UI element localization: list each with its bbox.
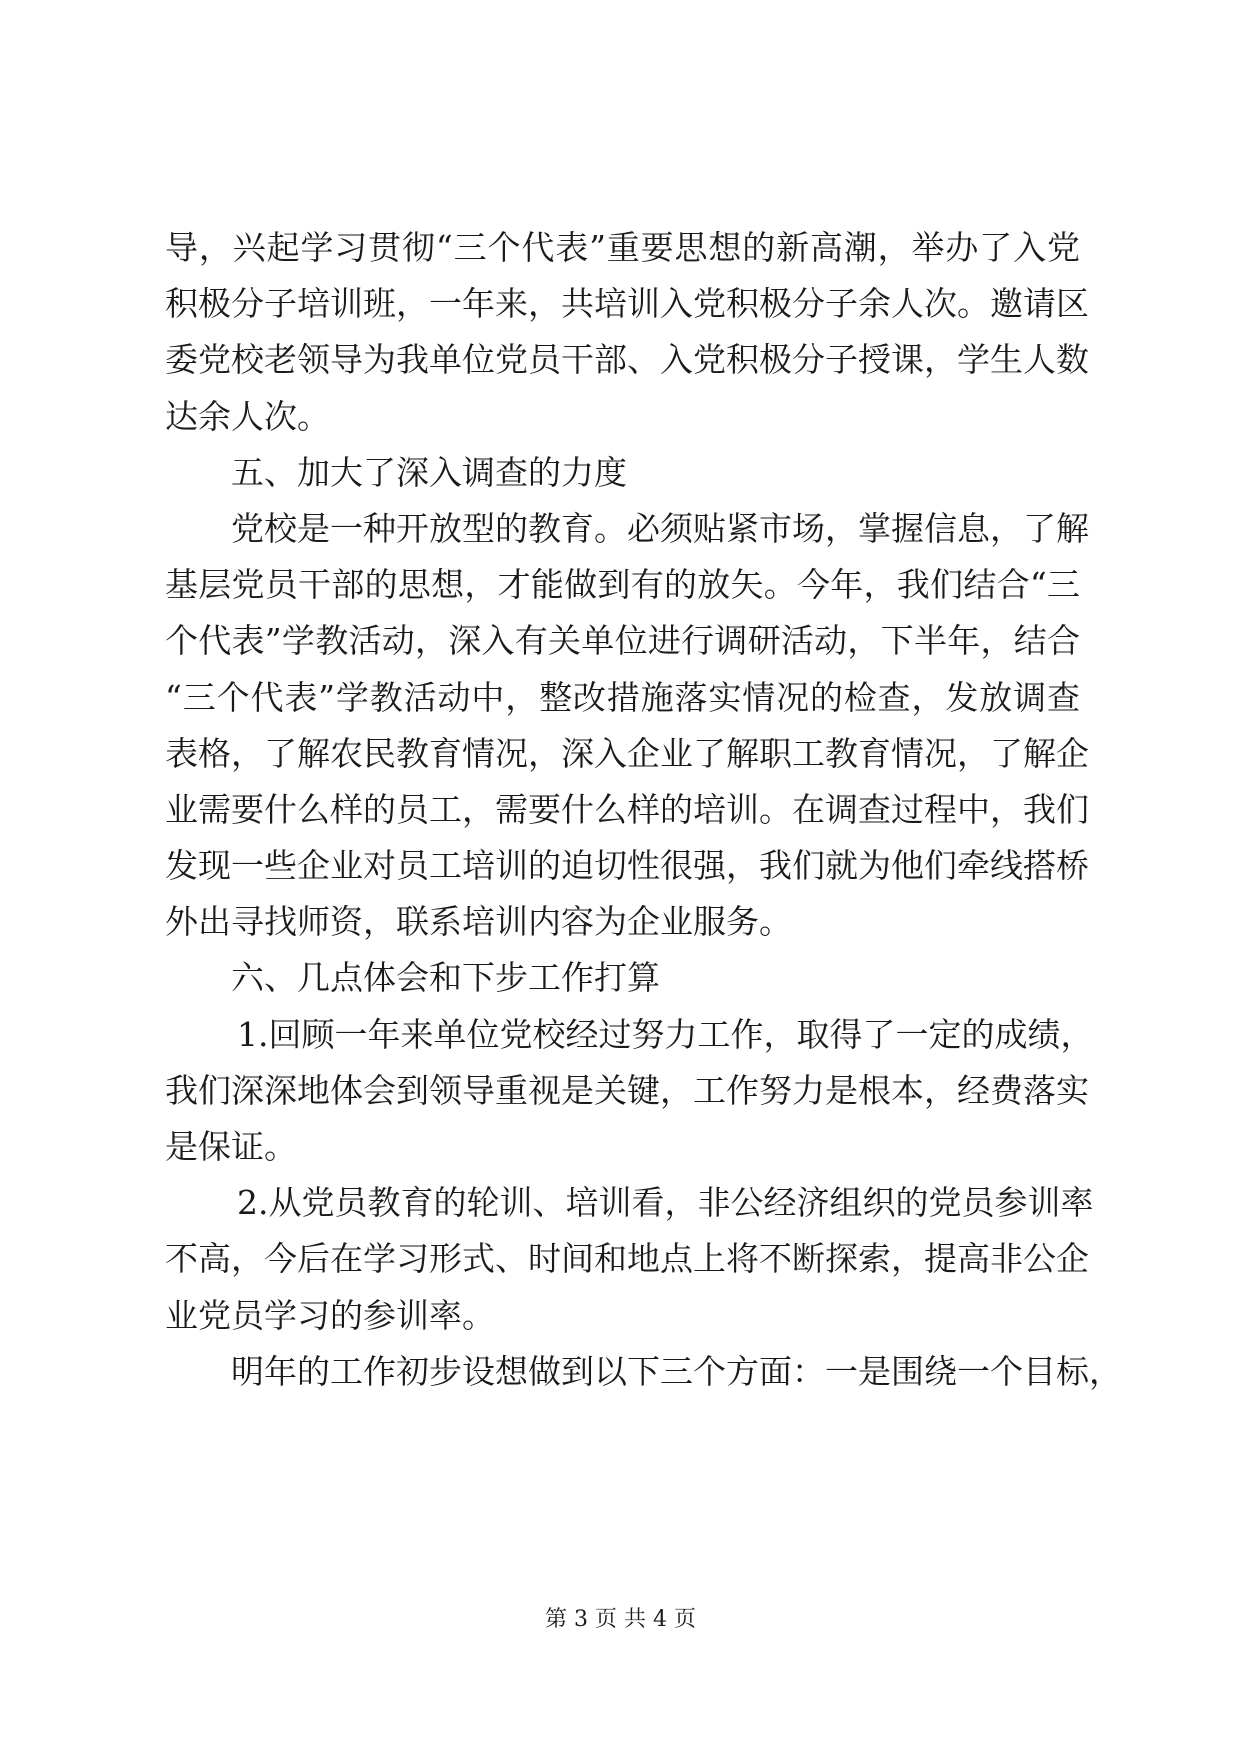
paragraph-line: 表格，了解农民教育情况，深入企业了解职工教育情况，了解企 <box>165 733 1089 773</box>
paragraph-line: 积极分子培训班，一年来，共培训入党积极分子余人次。邀请区 <box>165 284 1089 324</box>
paragraph-line: “三个代表”学教活动中，整改措施落实情况的检查，发放调查 <box>165 677 1080 717</box>
document-body <box>165 220 1122 1400</box>
page-number-footer: 第 3 页 共 4 页 <box>545 1607 696 1632</box>
paragraph-line: 基层党员干部的思想，才能做到有的放矢。今年，我们结合“三 <box>165 565 1080 605</box>
paragraph-line: 明年的工作初步设想做到以下三个方面：一是围绕一个目标， <box>231 1351 1122 1391</box>
paragraph-line: 业党员学习的参训率。 <box>165 1295 495 1335</box>
section-heading: 五、加大了深入调查的力度 <box>231 452 627 492</box>
paragraph-line: 业需要什么样的员工，需要什么样的培训。在调查过程中，我们 <box>165 789 1089 829</box>
paragraph-line: 导，兴起学习贯彻“三个代表”重要思想的新高潮，举办了入党 <box>165 228 1080 267</box>
paragraph-line: 外出寻找师资，联系培训内容为企业服务。 <box>165 902 792 942</box>
paragraph-line: 不高，今后在学习形式、时间和地点上将不断探索，提高非公企 <box>165 1239 1089 1279</box>
paragraph-line: 委党校老领导为我单位党员干部、入党积极分子授课，学生人数 <box>165 340 1089 380</box>
paragraph-line: 党校是一种开放型的教育。必须贴紧市场，掌握信息，了解 <box>231 508 1089 548</box>
paragraph-line: 1.回顾一年来单位党校经过努力工作，取得了一定的成绩， <box>237 1014 1094 1054</box>
paragraph-line: 发现一些企业对员工培训的迫切性很强，我们就为他们牵线搭桥 <box>165 846 1089 886</box>
paragraph-line: 达余人次。 <box>165 396 330 436</box>
paragraph-line: 个代表”学教活动，深入有关单位进行调研活动，下半年，结合 <box>165 621 1080 661</box>
paragraph-line: 是保证。 <box>165 1127 297 1166</box>
paragraph-line: 2.从党员教育的轮训、培训看，非公经济组织的党员参训率 <box>237 1183 1094 1223</box>
section-heading: 六、几点体会和下步工作打算 <box>231 958 660 998</box>
paragraph-line: 我们深深地体会到领导重视是关键，工作努力是根本，经费落实 <box>165 1070 1089 1110</box>
